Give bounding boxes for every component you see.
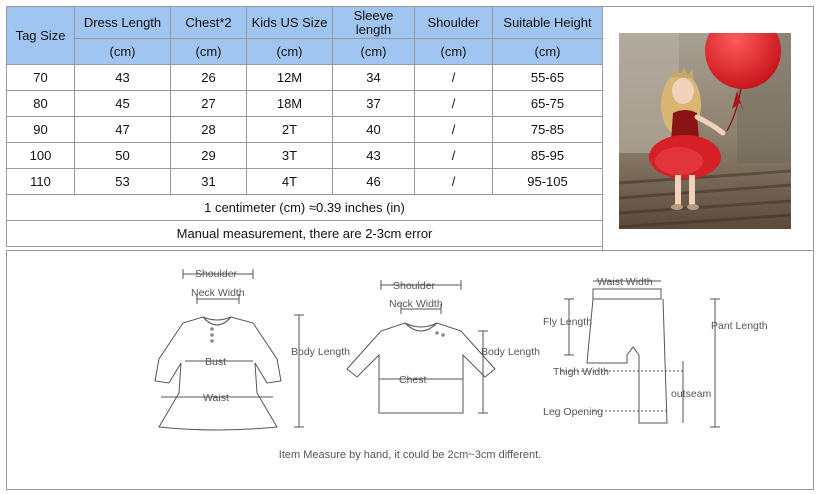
header-tag-size: Tag Size <box>7 7 75 65</box>
table-row <box>7 169 603 195</box>
label-dress-body-length: Body Length <box>291 346 350 358</box>
table-cell: 31 <box>171 169 247 195</box>
label-pant-length: Pant Length <box>711 320 768 332</box>
table-row <box>7 143 603 169</box>
table-cell: 43 <box>333 143 415 169</box>
table-row <box>7 65 603 91</box>
table-row <box>7 117 603 143</box>
table-cell: 40 <box>333 117 415 143</box>
label-fly-length: Fly Length <box>543 316 593 328</box>
table-cell: / <box>415 169 493 195</box>
table-cell: 43 <box>75 65 171 91</box>
label-dress-waist: Waist <box>203 392 229 404</box>
table-cell: 37 <box>333 91 415 117</box>
units-row <box>7 39 603 65</box>
table-cell: 46 <box>333 169 415 195</box>
header-kids-us-size: Kids US Size <box>247 7 333 39</box>
table-cell: 110 <box>7 169 75 195</box>
size-table <box>6 6 603 247</box>
table-cell: 12M <box>247 65 333 91</box>
table-cell: 28 <box>171 117 247 143</box>
unit-cell: (cm) <box>247 39 333 65</box>
label-outseam: outseam <box>671 388 712 400</box>
header-chest: Chest*2 <box>171 7 247 39</box>
table-cell: 100 <box>7 143 75 169</box>
product-photo <box>619 33 791 229</box>
table-row <box>7 91 603 117</box>
measurement-diagram <box>6 250 814 490</box>
label-thigh-width: Thigh Width <box>553 366 610 378</box>
label-waist-width: Waist Width <box>597 276 653 288</box>
dress-outline <box>155 317 281 430</box>
unit-cell: (cm) <box>75 39 171 65</box>
table-cell: / <box>415 65 493 91</box>
conversion-note: 1 centimeter (cm) ≈0.39 inches (in) <box>7 195 603 221</box>
pants-outline <box>587 289 667 423</box>
header-shoulder: Shoulder <box>415 7 493 39</box>
note-row <box>7 195 603 221</box>
table-cell: 65-75 <box>493 91 603 117</box>
table-cell: 2T <box>247 117 333 143</box>
table-cell: 47 <box>75 117 171 143</box>
table-cell: 4T <box>247 169 333 195</box>
label-dress-bust: Bust <box>205 356 227 368</box>
product-photo-cell <box>602 6 814 251</box>
label-shirt-body-length: Body Length <box>481 346 540 358</box>
table-cell: / <box>415 91 493 117</box>
unit-cell: (cm) <box>415 39 493 65</box>
table-cell: 29 <box>171 143 247 169</box>
table-cell: 70 <box>7 65 75 91</box>
header-dress-length: Dress Length <box>75 7 171 39</box>
table-cell: 80 <box>7 91 75 117</box>
table-cell: 85-95 <box>493 143 603 169</box>
table-cell: 27 <box>171 91 247 117</box>
label-shirt-chest: Chest <box>399 374 427 386</box>
error-note: Manual measurement, there are 2-3cm error <box>7 221 603 247</box>
label-shirt-neck: Neck Width <box>389 298 443 310</box>
unit-cell: (cm) <box>171 39 247 65</box>
unit-cell: (cm) <box>493 39 603 65</box>
table-cell: 75-85 <box>493 117 603 143</box>
table-cell: 3T <box>247 143 333 169</box>
table-cell: 18M <box>247 91 333 117</box>
table-cell: 55-65 <box>493 65 603 91</box>
table-cell: 53 <box>75 169 171 195</box>
table-cell: / <box>415 117 493 143</box>
header-sleeve-length: Sleeve length <box>333 7 415 39</box>
note-row <box>7 221 603 247</box>
label-dress-neck: Neck Width <box>191 287 245 299</box>
table-cell: / <box>415 143 493 169</box>
label-leg-opening: Leg Opening <box>543 406 604 418</box>
unit-cell: (cm) <box>333 39 415 65</box>
table-cell: 95-105 <box>493 169 603 195</box>
label-shirt-shoulder: Shoulder <box>393 280 436 292</box>
header-suitable-height: Suitable Height <box>493 7 603 39</box>
diagram-caption: Item Measure by hand, it could be 2cm~3cm different. <box>278 449 542 461</box>
table-cell: 50 <box>75 143 171 169</box>
table-cell: 26 <box>171 65 247 91</box>
label-dress-shoulder: Shoulder <box>195 268 238 280</box>
table-cell: 45 <box>75 91 171 117</box>
table-cell: 90 <box>7 117 75 143</box>
shirt-outline <box>347 323 495 413</box>
table-cell: 34 <box>333 65 415 91</box>
header-row <box>7 7 603 39</box>
